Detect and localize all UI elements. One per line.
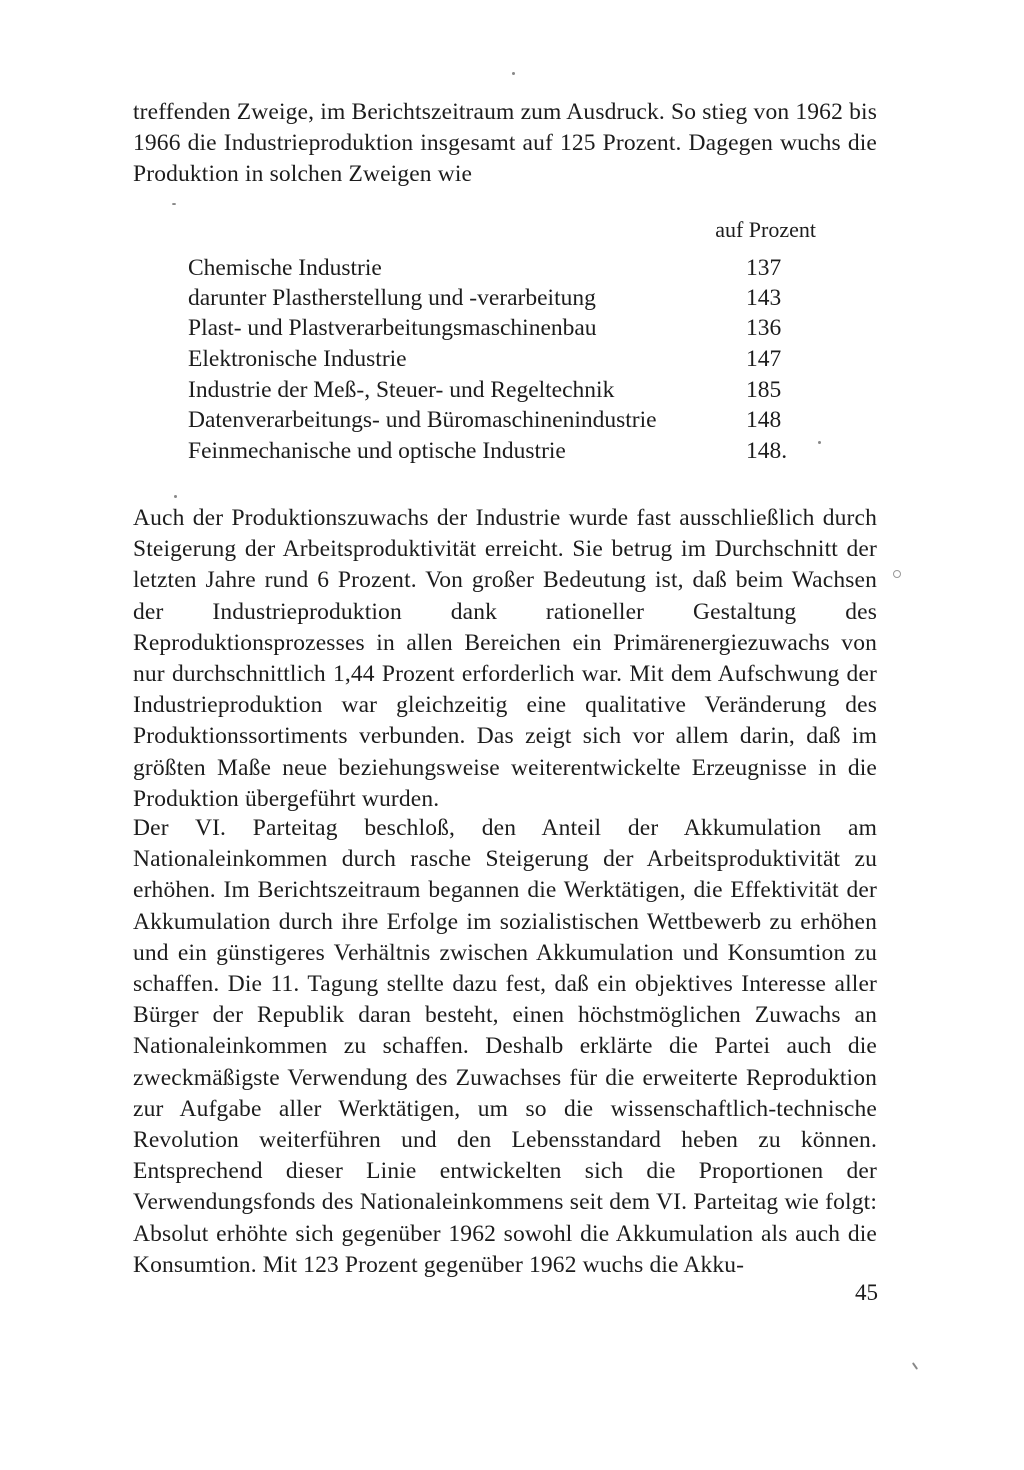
scan-speck [174, 495, 177, 498]
row-value: 185 [746, 377, 782, 403]
row-label: Datenverarbeitungs- und Büromaschinenindustrie [188, 407, 657, 433]
row-label: Feinmechanische und optische Industrie [188, 438, 566, 464]
table-row [188, 405, 828, 435]
scan-speck [512, 72, 515, 75]
row-value: 147 [746, 346, 782, 372]
scan-speck [893, 570, 901, 578]
scan-speck [818, 441, 821, 444]
row-label: Chemische Industrie [188, 255, 382, 281]
page-number: 45 [855, 1280, 878, 1305]
table-row [188, 344, 828, 374]
intro-paragraph: treffenden Zweige, im Berichtszeitraum zum Ausdruck. So stieg von 1962 bis 1966 die Industrieproduktion insgesamt auf 125 Prozent. Dagegen wuchs die Produktion in solchen Zweigen wie [133, 99, 877, 188]
row-label: darunter Plastherstellung und -verarbeitung [188, 285, 596, 311]
table-row [188, 253, 828, 283]
row-label: Industrie der Meß-, Steuer- und Regeltechnik [188, 377, 615, 403]
row-value: 148. [746, 438, 788, 464]
table-column-header: auf Prozent [715, 217, 816, 242]
scan-speck [172, 203, 176, 205]
scan-speck [912, 1362, 918, 1370]
table-row [188, 313, 828, 343]
row-value: 136 [746, 315, 782, 341]
row-label: Plast- und Plastverarbeitungsmaschinenbau [188, 315, 597, 341]
row-value: 143 [746, 285, 782, 311]
row-label: Elektronische Industrie [188, 346, 407, 372]
table-row [188, 375, 828, 405]
body-paragraph: Auch der Produktionszuwachs der Industrie wurde fast ausschließlich durch Steigerung der Arbeitsproduktivität erreicht. Sie betrug im Durchschnitt der letzten Jahre rund 6 Prozent. Von großer Bedeutung ist, daß beim Wachsen der Industrieproduktion dank rationeller Gestaltung des Reproduktionsprozesses in allen Bereichen ein Primärenergiezuwachs von nur durchschnittlich 1,44 Prozent erforderlich war. Mit dem Aufschwung der Industrieproduktion war gleichzeitig eine qualitative Veränderung des Produktionssortiments verbunden. Das zeigt sich vor allem darin, daß im größten Maße neue beziehungsweise weiterentwickelte Erzeugnisse in die Produktion übergeführt wurden. [133, 505, 877, 812]
row-value: 137 [746, 255, 782, 281]
row-value: 148 [746, 407, 782, 433]
body-paragraph: Der VI. Parteitag beschloß, den Anteil der Akkumulation am Nationaleinkommen durch rasche Steigerung der Arbeitsproduktivität zu erhöhen. Im Berichtszeitraum begannen die Werktätigen, die Effektivität der Akkumulation durch ihre Erfolge im sozialistischen Wettbewerb zu erhöhen und ein günstigeres Verhältnis zwischen Akkumulation und Konsumtion zu schaffen. Die 11. Tagung stellte dazu fest, daß ein objektives Interesse aller Bürger der Republik daran besteht, einen höchstmöglichen Zuwachs an Nationaleinkommen zu schaffen. Deshalb erklärte die Partei auch die zweckmäßigste Verwendung des Zuwachses für die erweiterte Reproduktion zur Aufgabe aller Werktätigen, um so die wissenschaftlich-technische Revolution weiterführen und den Lebensstandard heben zu können. Entsprechend dieser Linie entwickelten sich die Proportionen der Verwendungsfonds des Nationaleinkommens seit dem VI. Parteitag wie folgt: Absolut erhöhte sich gegenüber 1962 sowohl die Akkumulation als auch die Konsumtion. Mit 123 Prozent gegenüber 1962 wuchs die Akku- [133, 815, 877, 1278]
table-row [188, 436, 828, 466]
table-row [188, 283, 828, 313]
